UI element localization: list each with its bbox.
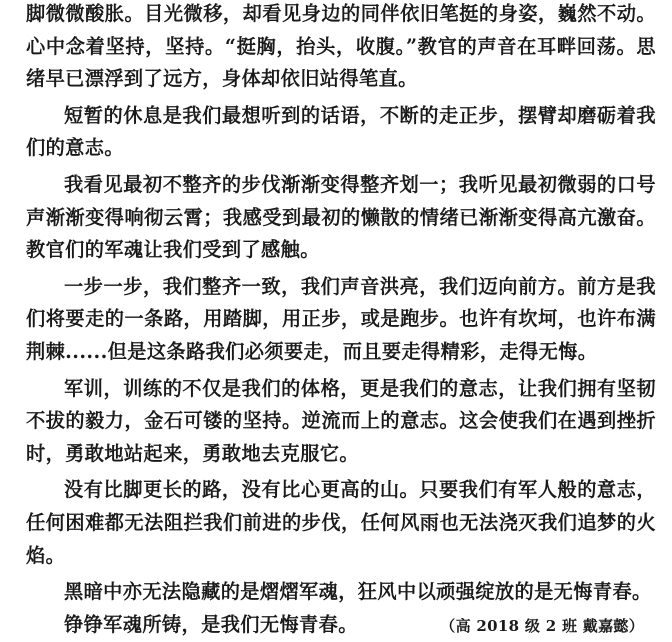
closing-line: 铮铮军魂所铸，是我们无悔青春。: [64, 612, 358, 636]
paragraph-no-longer-road: 没有比脚更长的路，没有比心更高的山。只要我们有军人般的意志，任何困难都无法阻拦我们前进的步伐，任何风雨也无法浇灭我们追梦的火焰。: [26, 478, 656, 567]
essay-page: [26, 0, 656, 642]
paragraph-military-training: 军训，训练的不仅是我们的体格，更是我们的意志，让我们拥有坚韧不拔的毅力，金石可镂的坚持。逆流而上的意志。这会使我们在遇到挫折时，勇敢地站起来，勇敢地去克服它。: [26, 376, 656, 465]
paragraph-rest: 短暂的休息是我们最想听到的话语，不断的走正步，摆臂却磨砺着我们的意志。: [26, 103, 656, 160]
paragraph-continuation: 脚微微酸胀。目光微移，却看见身边的同伴依旧笔挺的身姿，巍然不动。心中念着坚持，坚持。“挺胸，抬头，收腹。”教官的声音在耳畔回荡。思绪早已漂浮到了远方，身体却依旧站得笔直。: [26, 2, 656, 91]
paragraph-step-by-step: 一步一步，我们整齐一致，我们声音洪亮，我们迈向前方。前方是我们将要走的一条路，用踏脚，用正步，或是跑步。也许有坎坷，也许布满荆棘......但是这条路我们必须要走，而且要走得精彩，走得无悔。: [26, 274, 656, 363]
paragraph-pace: 我看见最初不整齐的步伐渐渐变得整齐划一；我听见最初微弱的口号声渐渐变得响彻云霄；我感受到最初的懒散的情绪已渐渐变得高亢激奋。教官们的军魂让我们受到了感触。: [26, 172, 656, 262]
author-signature: （高 2018 级 2 班 戴嘉懿）: [440, 616, 644, 635]
paragraph-darkness: 黑暗中亦无法隐藏的是熠熠军魂，狂风中以顽强绽放的是无悔青春。: [64, 580, 652, 604]
closing-row: [26, 609, 656, 642]
